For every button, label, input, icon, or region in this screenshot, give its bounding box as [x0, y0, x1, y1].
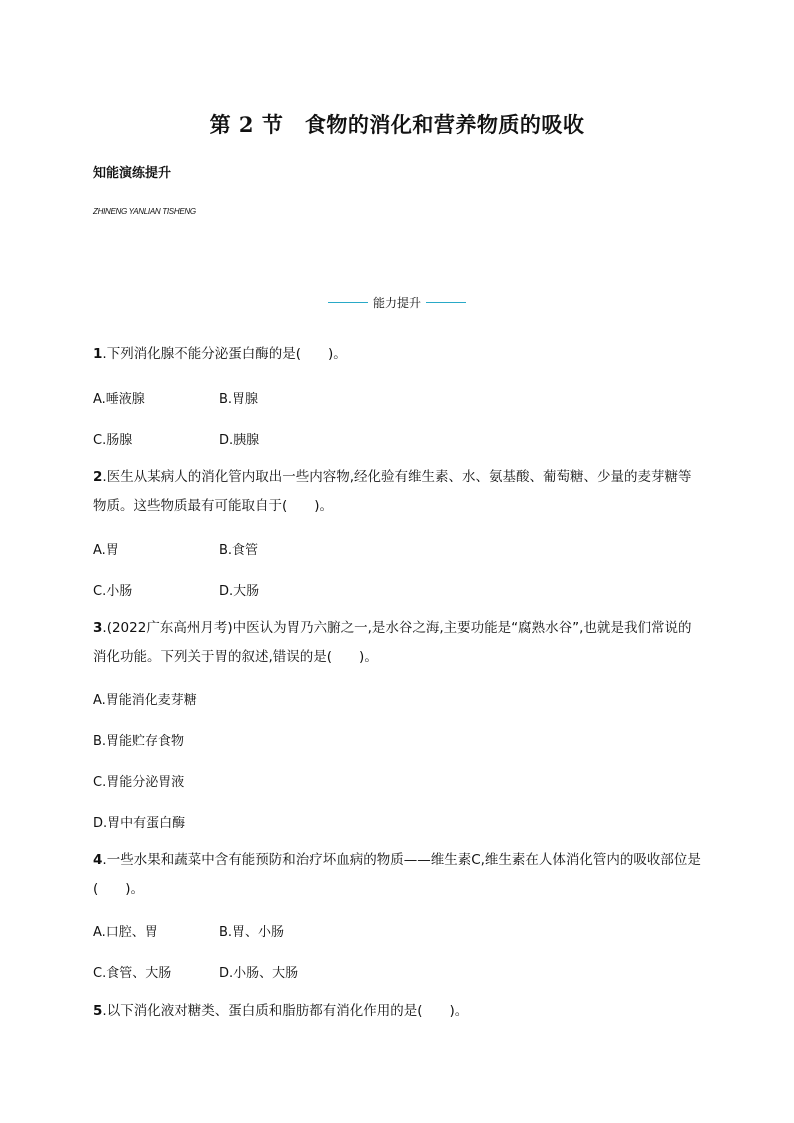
q2-option-a: A.胃 — [93, 543, 119, 558]
question-3 — [93, 614, 703, 672]
q3-option-a: A.胃能消化麦芽糖 — [93, 693, 197, 708]
question-text: .(2022广东高州月考)中医认为胃乃六腑之一,是水谷之海,主要功能是“腐熟水谷”,也就是我们常说的消化功能。下列关于胃的叙述,错误的是( )。 — [93, 620, 692, 665]
question-text: .以下消化液对糖类、蛋白质和脂肪都有消化作用的是( )。 — [102, 1003, 469, 1019]
section-label: 能力提升 — [372, 296, 421, 310]
question-text: .一些水果和蔬菜中含有能预防和治疗坏血病的物质——维生素C,维生素在人体消化管内的吸收部位是( )。 — [93, 852, 701, 897]
section-divider — [0, 294, 794, 311]
question-number: 2 — [93, 469, 103, 485]
q2-option-c: C.小肠 — [93, 584, 133, 599]
question-text: .医生从某病人的消化管内取出一些内容物,经化验有维生素、水、氨基酸、葡萄糖、少量的麦芽糖等物质。这些物质最有可能取自于( )。 — [93, 469, 692, 514]
q2-option-b: B.食管 — [219, 543, 259, 558]
question-1 — [93, 340, 703, 369]
q1-option-c: C.肠腺 — [93, 433, 133, 448]
q4-option-a: A.口腔、胃 — [93, 925, 158, 940]
question-number: 4 — [93, 852, 103, 868]
question-2 — [93, 463, 703, 521]
q1-option-a: A.唾液腺 — [93, 392, 145, 407]
section-subtitle: 知能演练提升 — [93, 166, 172, 181]
divider-line-right — [426, 302, 466, 303]
q3-option-c: C.胃能分泌胃液 — [93, 775, 185, 790]
q1-option-b: B.胃腺 — [219, 392, 259, 407]
q4-option-d: D.小肠、大肠 — [219, 966, 299, 981]
page-title: 第 2 节 食物的消化和营养物质的吸收 — [209, 112, 585, 137]
question-number: 1 — [93, 346, 103, 362]
question-number: 5 — [93, 1003, 103, 1019]
q3-option-b: B.胃能贮存食物 — [93, 734, 185, 749]
q4-option-c: C.食管、大肠 — [93, 966, 172, 981]
q4-option-b: B.胃、小肠 — [219, 925, 285, 940]
divider-line-left — [328, 302, 368, 303]
q2-option-d: D.大肠 — [219, 584, 260, 599]
section-subtitle-pinyin: ZHINENG YANLIAN TISHENG — [93, 207, 196, 216]
question-5 — [93, 997, 703, 1026]
q1-option-d: D.胰腺 — [219, 433, 260, 448]
question-number: 3 — [93, 620, 103, 636]
question-4 — [93, 846, 703, 904]
q3-option-d: D.胃中有蛋白酶 — [93, 816, 186, 831]
question-text: .下列消化腺不能分泌蛋白酶的是( )。 — [102, 346, 347, 362]
